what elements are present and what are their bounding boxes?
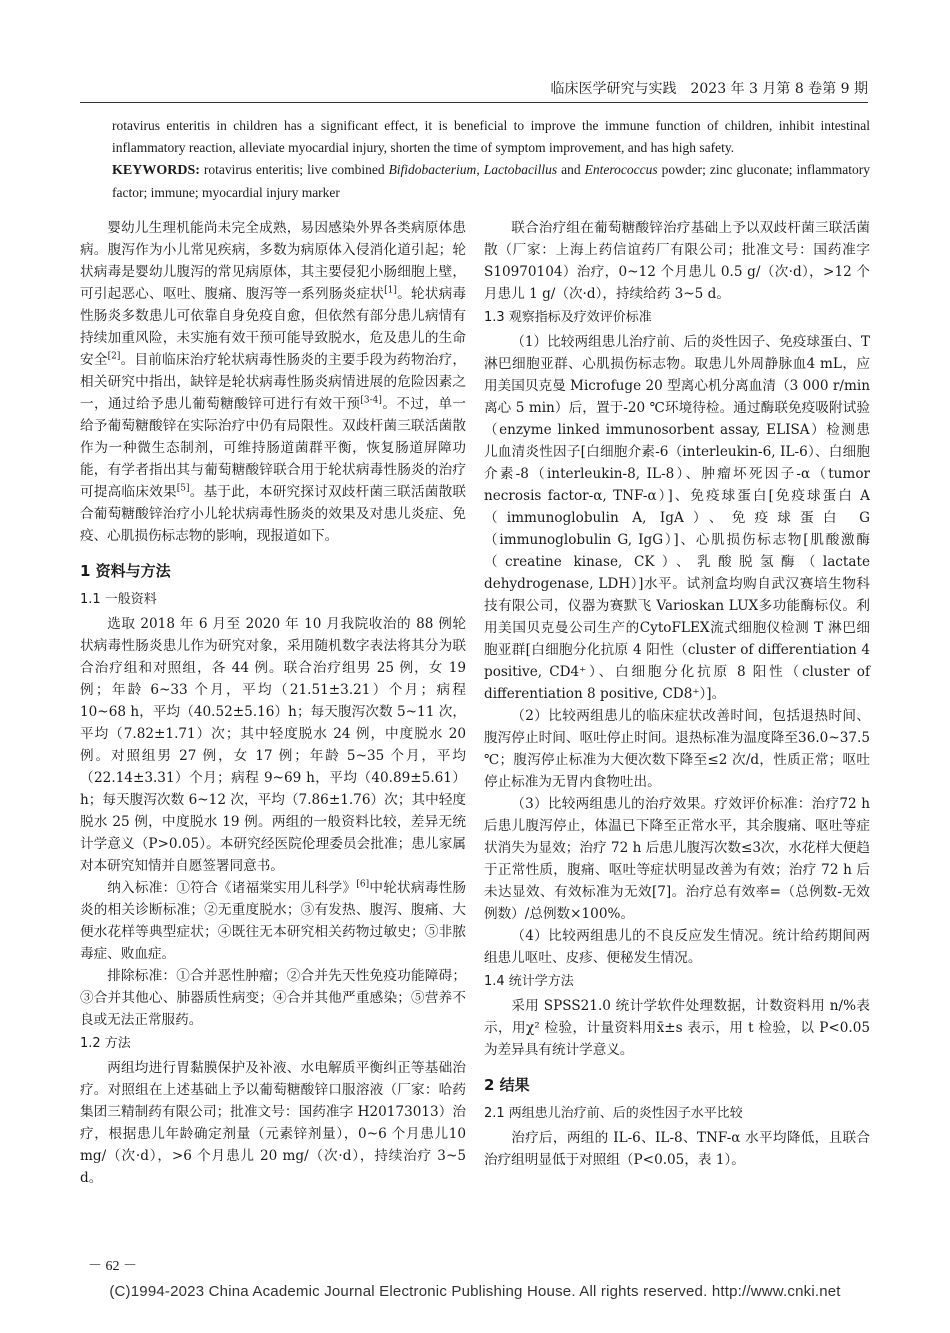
indicator-3: （3）比较两组患儿的治疗效果。疗效评价标准：治疗72 h后患儿腹泻停止，体温已下降至正常水平，其余腹痛、呕吐等症状消失为显效；治疗 72 h 后患儿腹泻次数≤3次，水花样大便趋于正常性质，腹痛、呕吐等症状明显改善为有效；治疗 72 h 后未达显效、有效标准为无效[7]。治疗总有效率=（总例数-无效例数）/总例数×100%。 (484, 796, 870, 922)
section-title-2: 2 结果 (484, 1076, 530, 1094)
subsection-2-1: 2.1 两组患儿治疗前、后的炎性因子水平比较 (484, 1106, 743, 1121)
results-paragraph: 治疗后，两组的 IL-6、IL-8、TNF-α 水平均降低，且联合治疗组明显低于对照组（P<0.05，表 1）。 (484, 1130, 870, 1168)
abstract-text: rotavirus enteritis in children has a significant effect, it is beneficial to improve the immune function of children, inhibit intestinal inflammatory reaction, alleviate myocardial injury, shorten the time of symptom improvement, and has high safety. (112, 118, 870, 155)
section-title-1: 1 资料与方法 (80, 562, 171, 580)
keywords-body: rotavirus enteritis; live combined Bifidobacterium, Lactobacillus and Enterococcus powder; zinc gluconate; inflammatory factor; immune; myocardial injury marker (112, 162, 871, 200)
statistics-paragraph: 采用 SPSS21.0 统计学软件处理数据，计数资料用 n/%表示，用χ² 检验，计量资料用x̄±s 表示，用 t 检验，以 P<0.05 为差异具有统计学意义。 (484, 998, 870, 1058)
page-number: － 62 － (88, 1259, 137, 1274)
indicator-4: （4）比较两组患儿的不良反应发生情况。统计给药期间两组患儿呕吐、皮疹、便秘发生情况。 (484, 928, 870, 966)
exclusion-criteria: 排除标准：①合并恶性肿瘤；②合并先天性免疫功能障碍；③合并其他心、肺器质性病变；④合并其他严重感染；⑤营养不良或无法正常服药。 (80, 968, 466, 1028)
subsection-1-4: 1.4 统计学方法 (484, 974, 574, 989)
inclusion-criteria: 纳入标准：①符合《诸福棠实用儿科学》[6]中轮状病毒性肠炎的相关诊断标准；②无重度脱水；③有发热、腹泻、腹痛、大便水花样等典型症状；④既往无本研究相关药物过敏史；⑤非脓毒症、败血症。 (80, 879, 467, 962)
methods-paragraph: 两组均进行胃黏膜保护及补液、水电解质平衡纠正等基础治疗。对照组在上述基础上予以葡萄糖酸锌口服溶液（厂家：哈药集团三精制药有限公司；批准文号：国药准字 H20173013）治疗，根据患儿年龄确定剂量（元素锌剂量），0~6 个月患儿10 mg/（次·d），>6 个月患儿 20 mg/（次·d），持续治疗 3~5 d。 (80, 1060, 466, 1186)
indicator-1: （1）比较两组患儿治疗前、后的炎性因子、免疫球蛋白、T 淋巴细胞亚群、心肌损伤标志物。取患儿外周静脉血4 mL，应用美国贝克曼 Microfuge 20 型离心机分离血清（3 000 r/min 离心 5 min）后，置于-20 ℃环境待检。通过酶联免疫吸附试验（enzyme linked immunosorbent assay, ELISA）检测患儿血清炎性因子[白细胞介素-6（interleukin-6, IL-6）、白细胞介素-8（interleukin-8, IL-8）、肿瘤坏死因子-α（tumor necrosis factor-α, TNF-α）]、免疫球蛋白[免疫球蛋白 A（immunoglobulin A, IgA）、免疫球蛋白 G（immunoglobulin G, IgG）]、心肌损伤标志物[肌酸激酶（creatine kinase, CK）、乳酸脱氢酶（lactate dehydrogenase, LDH）]水平。试剂盒均购自武汉赛培生物科技有限公司，仪器为赛默飞 Varioskan LUX多功能酶标仪。利用美国贝克曼公司生产的CytoFLEX流式细胞仪检测 T 淋巴细胞亚群[白细胞分化抗原 4 阳性（cluster of differentiation 4 positive, CD4⁺）、白细胞分化抗原 8 阳性（cluster of differentiation 8 positive, CD8⁺）]。 (484, 334, 870, 702)
combined-treatment-paragraph: 联合治疗组在葡萄糖酸锌治疗基础上予以双歧杆菌三联活菌散（厂家：上海上药信谊药厂有限公司；批准文号：国药准字 S10970104）治疗，0~12 个月患儿 0.5 g/（次·d），>12 个月患儿 1 g/（次·d），持续给药 3~5 d。 (484, 220, 870, 302)
left-column (80, 217, 466, 1189)
right-column (484, 217, 870, 1171)
copyright-footer: (C)1994-2023 China Academic Journal Electronic Publishing House. All rights reserved. http://www.cnki.net (109, 1283, 841, 1300)
running-header (80, 76, 868, 103)
keywords (112, 159, 870, 204)
indicator-2: （2）比较两组患儿的临床症状改善时间，包括退热时间、腹泻停止时间、呕吐停止时间。退热标准为温度降至36.0~37.5 ℃；腹泻停止标准为大便次数下降至≤2 次/d，性质正常；呕吐停止标准为无胃内食物吐出。 (484, 708, 870, 790)
subsection-1-3: 1.3 观察指标及疗效评价标准 (484, 310, 652, 325)
english-abstract (112, 115, 870, 204)
journal-title: 临床医学研究与实践 2023 年 3 月第 8 卷第 9 期 (550, 81, 868, 97)
subsection-1-1: 1.1 一般资料 (80, 592, 157, 607)
keywords-label: KEYWORDS: (112, 163, 200, 178)
intro-paragraph: 婴幼儿生理机能尚未完全成熟，易因感染外界各类病原体患病。腹泻作为小儿常见疾病，多数为病原体入侵消化道引起；轮状病毒是婴幼儿腹泻的常见病原体，其主要侵犯小肠细胞上壁，可引起恶心、呕吐、腹痛、腹泻等一系列肠炎症状[1]。轮状病毒性肠炎多数患儿可依靠自身免疫自愈，但依然有部分患儿病情有持续加重风险，未实施有效干预可能导致脱水，危及患儿的生命安全[2]。目前临床治疗轮状病毒性肠炎的主要手段为药物治疗，相关研究中指出，缺锌是轮状病毒性肠炎病情进展的危险因素之一，通过给予患儿葡萄糖酸锌可进行有效干预[3-4]。不过，单一给予葡萄糖酸锌在实际治疗中仍有局限性。双歧杆菌三联活菌散作为一种微生态制剂，可维持肠道菌群平衡，恢复肠道屏障功能，有学者指出其与葡萄糖酸锌联合用于轮状病毒性肠炎的治疗可提高临床效果[5]。基于此，本研究探讨双歧杆菌三联活菌散联合葡萄糖酸锌治疗小儿轮状病毒性肠炎的效果及对患儿炎症、免疫、心肌损伤标志物的影响，现报道如下。 (80, 220, 467, 544)
general-data-paragraph: 选取 2018 年 6 月至 2020 年 10 月我院收治的 88 例轮状病毒性肠炎患儿作为研究对象，采用随机数字表法将其分为联合治疗组和对照组，各 44 例。联合治疗组男 25 例，女 19 例；年龄 6~33 个月，平均（21.51±3.21）个月；病程 10~68 h，平均（40.52±5.16）h；每天腹泻次数 5~11 次，平均（7.82±1.71）次；其中轻度脱水 24 例，中度脱水 20 例。对照组男 27 例，女 17 例；年龄 5~35 个月，平均（22.14±3.31）个月；病程 9~69 h，平均（40.89±5.61）h；每天腹泻次数 6~12 次，平均（7.86±1.76）次；其中轻度脱水 25 例，中度脱水 19 例。两组的一般资料比较，差异无统计学意义（P>0.05）。本研究经医院伦理委员会批准；患儿家属对本研究知情并自愿签署同意书。 (80, 616, 466, 874)
subsection-1-2: 1.2 方法 (80, 1036, 131, 1051)
